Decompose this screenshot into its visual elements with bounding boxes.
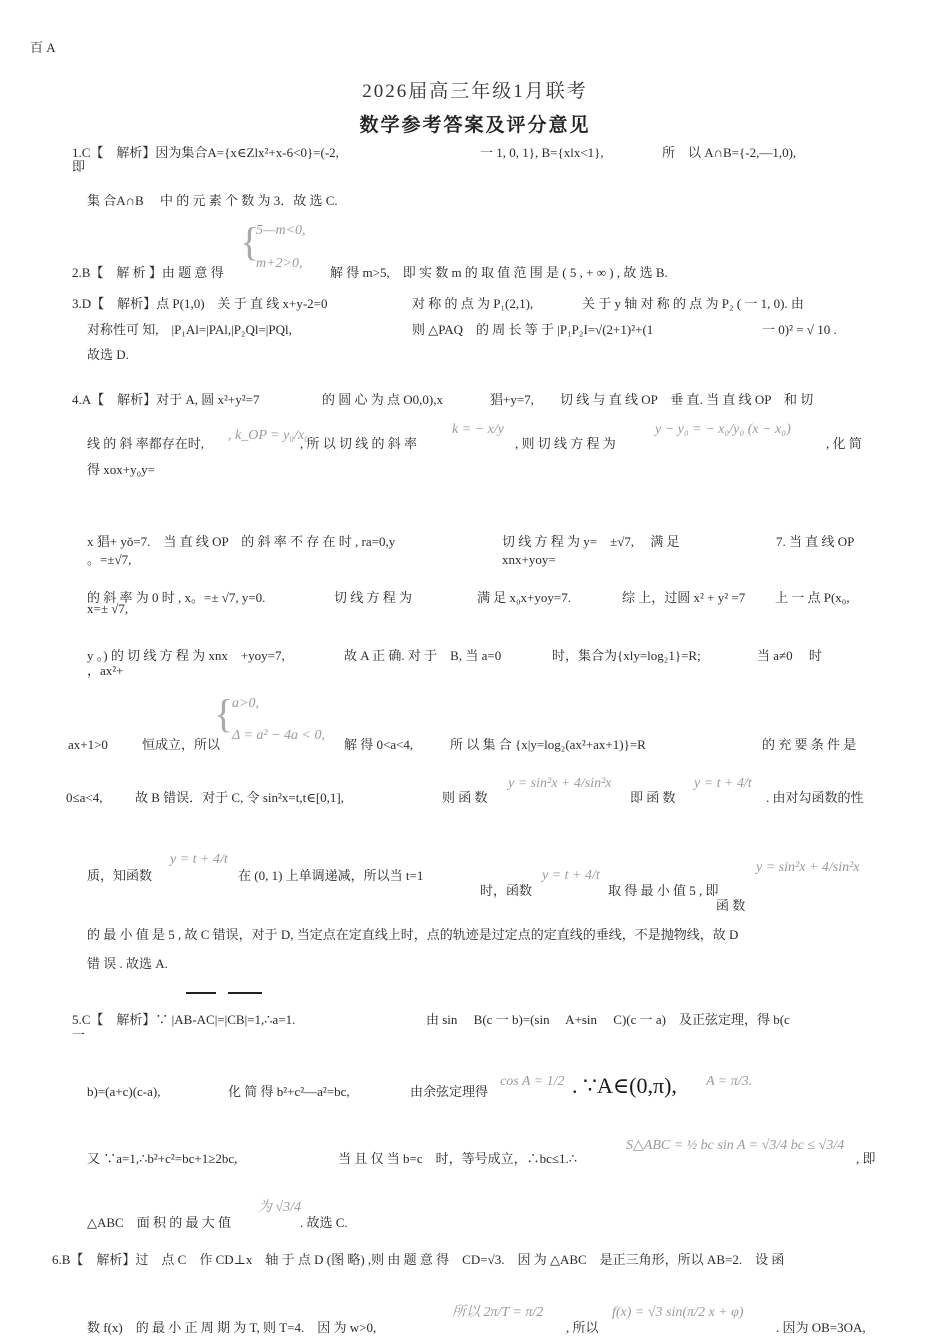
q4-line7e: 的 充 要 条 件 是 (762, 737, 857, 752)
q1-line1c: 所 以 A∩B={-2,—1,0), (662, 145, 797, 160)
q4-brace: { (214, 691, 234, 736)
q5-line1b: 由 sin B(c 一 b)=(sin A+sin C)(c 一 a) 及正弦定理，得 b(c (426, 1012, 790, 1027)
q5-line2c: 由余弦定理得 (410, 1084, 489, 1099)
q4-line4b: 切 线 方 程 为 y= ±√7, 满 足 (502, 534, 680, 549)
q4-line9b: 在 (0, 1) 上单调递减，所以当 t=1 (238, 868, 424, 883)
q4-line5b: 切 线 方 程 为 (334, 590, 413, 605)
q4-line4c: 7. 当 直 线 OP (776, 534, 855, 549)
q4-formula-yt3: y = t + 4/t (542, 868, 600, 883)
q3-line1a: 3.D【 解析】点 P(1,0) 关 于 直 线 x+y-2=0 (72, 296, 328, 311)
q5-line2b: 化 简 得 b²+c²—a²=bc, (228, 1084, 350, 1099)
q5-formula-S: S△ABC = ½ bc sin A = √3/4 bc ≤ √3/4 (626, 1138, 845, 1153)
q4-line6a2: ，ax²+ (87, 663, 124, 678)
q5-vector-bar-1 (186, 992, 216, 994)
q4-formula-kop: , k_OP = y₀/x₀ (228, 428, 310, 443)
q4-line4a: x 猖+ yǒ=7. 当 直 线 OP 的 斜 率 不 存 在 时 , ra=0,y (87, 534, 396, 549)
q4-line8a: 0≤a<4, (66, 790, 103, 805)
q4-line7a: ax+1>0 (68, 737, 108, 752)
q5-line4a: △ABC 面 积 的 最 大 值 (87, 1215, 231, 1230)
q4-line11: 错 误 . 故选 A. (87, 956, 168, 971)
q4-line6d: 当 a≠0 时 (757, 648, 822, 663)
q5-line3a: 又 ∵a=1,∴b²+c²=bc+1≥2bc, (87, 1151, 238, 1166)
q4-line6b: 故 A 正 确. 对 于 B, 当 a=0 (344, 648, 502, 663)
q4-sys2: Δ = a² − 4a < 0, (232, 728, 326, 743)
q4-line2c: , 则 切 线 方 程 为 (515, 436, 616, 451)
q4-line6c: 时，集合为{xly=log₂1}=R; (552, 648, 701, 663)
q4-line8d: 即 函 数 (630, 790, 676, 805)
q6-line2b: , 所以 (566, 1320, 599, 1335)
q4-line8b: 故 B 错误．对于 C, 令 sin²x=t,t∈[0,1], (135, 790, 344, 805)
q4-formula-k: k = − x/y (452, 422, 504, 437)
q4-line1c: 猖+y=7, (490, 392, 534, 407)
q4-line4a2: 。=±√7, (87, 552, 132, 567)
q4-formula-line: y − y₀ = − x₀/y₀ (x − x₀) (655, 422, 791, 437)
q5-formula-max: 为 √3/4 (258, 1200, 302, 1215)
q2-line1b: 解 得 m>5, 即 实 数 m 的 取 值 范 围 是 ( 5 , + ∞ ) , 故 选 B. (330, 265, 668, 280)
q1-line2: 集 合A∩B 中 的 元 素 个 数 为 3．故 选 C. (87, 193, 338, 208)
q5-line1a: 5.C【 解析】∵ |AB-AC|=|CB|=1,∴a=1. (72, 1012, 296, 1027)
q4-line4b2: xnx+yoy= (502, 552, 556, 567)
q4-line1a: 4.A【 解析】对于 A, 圆 x²+y²=7 (72, 392, 260, 407)
q4-line8c: 则 函 数 (442, 790, 488, 805)
q3-line3: 故选 D. (87, 347, 129, 362)
q6-line2c: . 因为 OB=3OA, (776, 1320, 866, 1335)
q4-formula-ysin: y = sin²x + 4/sin²x (508, 776, 612, 791)
answer-title: 数学参考答案及评分意见 (359, 115, 591, 136)
q5-line4b: . 故选 C. (300, 1215, 348, 1230)
q4-formula-yt: y = t + 4/t (694, 776, 752, 791)
q5-formula-cos: cos A = 1/2 (500, 1074, 565, 1089)
q2-sys2: m+2>0, (256, 256, 303, 271)
q4-sys1: a>0, (232, 696, 259, 711)
q4-line5a: 的 斜 率 为 0 时 , x。=± √7, y=0. (87, 590, 266, 605)
q4-line10: 的 最 小 值 是 5 , 故 C 错误，对于 D, 当定点在定直线上时，点的轨迹是过定点的定直线的垂线，不是抛物线，故 D (87, 927, 739, 942)
q6-line2a: 数 f(x) 的 最 小 正 周 期 为 T, 则 T=4. 因 为 w>0, (87, 1320, 377, 1335)
q4-line2a: 线 的 斜 率都存在时, (87, 436, 205, 451)
q6-line1: 6.B【 解析】过 点 C 作 CD⊥x 轴 于 点 D (图 略) ,则 由 题 意 得 CD=√3. 因 为 △ABC 是正三角形，所以 AB=2. 设 函 (52, 1252, 785, 1267)
q4-line5e: 上 一 点 P(x₀, (775, 590, 850, 605)
q4-formula-yt2: y = t + 4/t (170, 852, 228, 867)
q2-sys1: 5—m<0, (256, 223, 306, 238)
q4-line9a: 质，知函数 (87, 868, 153, 883)
q1-line1a2: 即 (72, 159, 86, 174)
q4-formula-ysin2: y = sin²x + 4/sin²x (756, 860, 860, 875)
q5-vector-bar-2 (228, 992, 262, 994)
q4-line2d: , 化 简 (826, 436, 862, 451)
q4-line1d: 切 线 与 直 线 OP 垂 直. 当 直 线 OP 和 切 (560, 392, 814, 407)
q4-line7b: 恒成立，所以 (142, 737, 221, 752)
q4-line8e: . 由对勾函数的性 (766, 790, 864, 805)
corner-mark: 百 A (30, 40, 56, 55)
q4-line2b: , 所 以 切 线 的 斜 率 (300, 436, 418, 451)
q6-formula-f: f(x) = √3 sin(π/2 x + φ) (612, 1305, 744, 1320)
q4-line7c: 解 得 0<a<4, (344, 737, 414, 752)
q3-line2a: 对称性可 知, |P₁Al=|PAl,|P₂Ql=|PQl, (87, 322, 292, 337)
q5-line1a2: 一 (72, 1027, 86, 1042)
q4-line7d: 所 以 集 合 {x|y=log₂(ax²+ax+1)}=R (450, 737, 646, 752)
q2-line1a: 2.B【 解 析 】由 题 意 得 (72, 265, 224, 280)
q4-line9d2: 函 数 (716, 898, 746, 913)
q5-formula-A: A = π/3. (706, 1074, 753, 1089)
q4-line6a: y 。) 的 切 线 方 程 为 xnx +yoy=7, (87, 648, 285, 663)
q6-formula-w: 所以 2π/T = π/2 (452, 1305, 544, 1320)
q4-line3: 得 xox+y₀y= (87, 462, 155, 477)
q1-line1b: 一 1, 0, 1}, B={xlx<1}, (480, 145, 604, 160)
q2-brace: { (240, 219, 260, 264)
q5-line3b: 当 且 仅 当 b=c 时，等号成立，∴bc≤1.∴ (338, 1151, 578, 1166)
q4-line5a2: x=± √7, (87, 601, 129, 616)
q5-line2a: b)=(a+c)(c-a), (87, 1084, 161, 1099)
q4-line9d: 取 得 最 小 值 5 , 即 (608, 883, 719, 898)
q3-line1b: 对 称 的 点 为 P₁(2,1), (412, 296, 534, 311)
q4-line5d: 综 上，过圆 x² + y² =7 (622, 590, 746, 605)
q5-line3c: , 即 (856, 1151, 876, 1166)
q3-line2c: 一 0)² = √ 10 . (762, 322, 837, 337)
q3-line1c: 关 于 y 轴 对 称 的 点 为 P₂ ( 一 1, 0). 由 (582, 296, 804, 311)
q1-line1a: 1.C【 解析】因为集合A={x∈Zlx²+x-6<0}=(-2, (72, 145, 339, 160)
exam-title: 2026届高三年级1月联考 (362, 81, 588, 102)
q4-line9c: 时，函数 (480, 883, 533, 898)
q3-line2b: 则 △PAQ 的 周 长 等 于 |P₁P₂I=√(2+1)²+(1 (412, 322, 654, 337)
q5-line2d: . ∵A∈(0,π), (572, 1073, 677, 1098)
q4-line1b: 的 圆 心 为 点 O0,0),x (322, 392, 443, 407)
q4-line5c: 满 足 x₀x+yoy=7. (477, 590, 571, 605)
